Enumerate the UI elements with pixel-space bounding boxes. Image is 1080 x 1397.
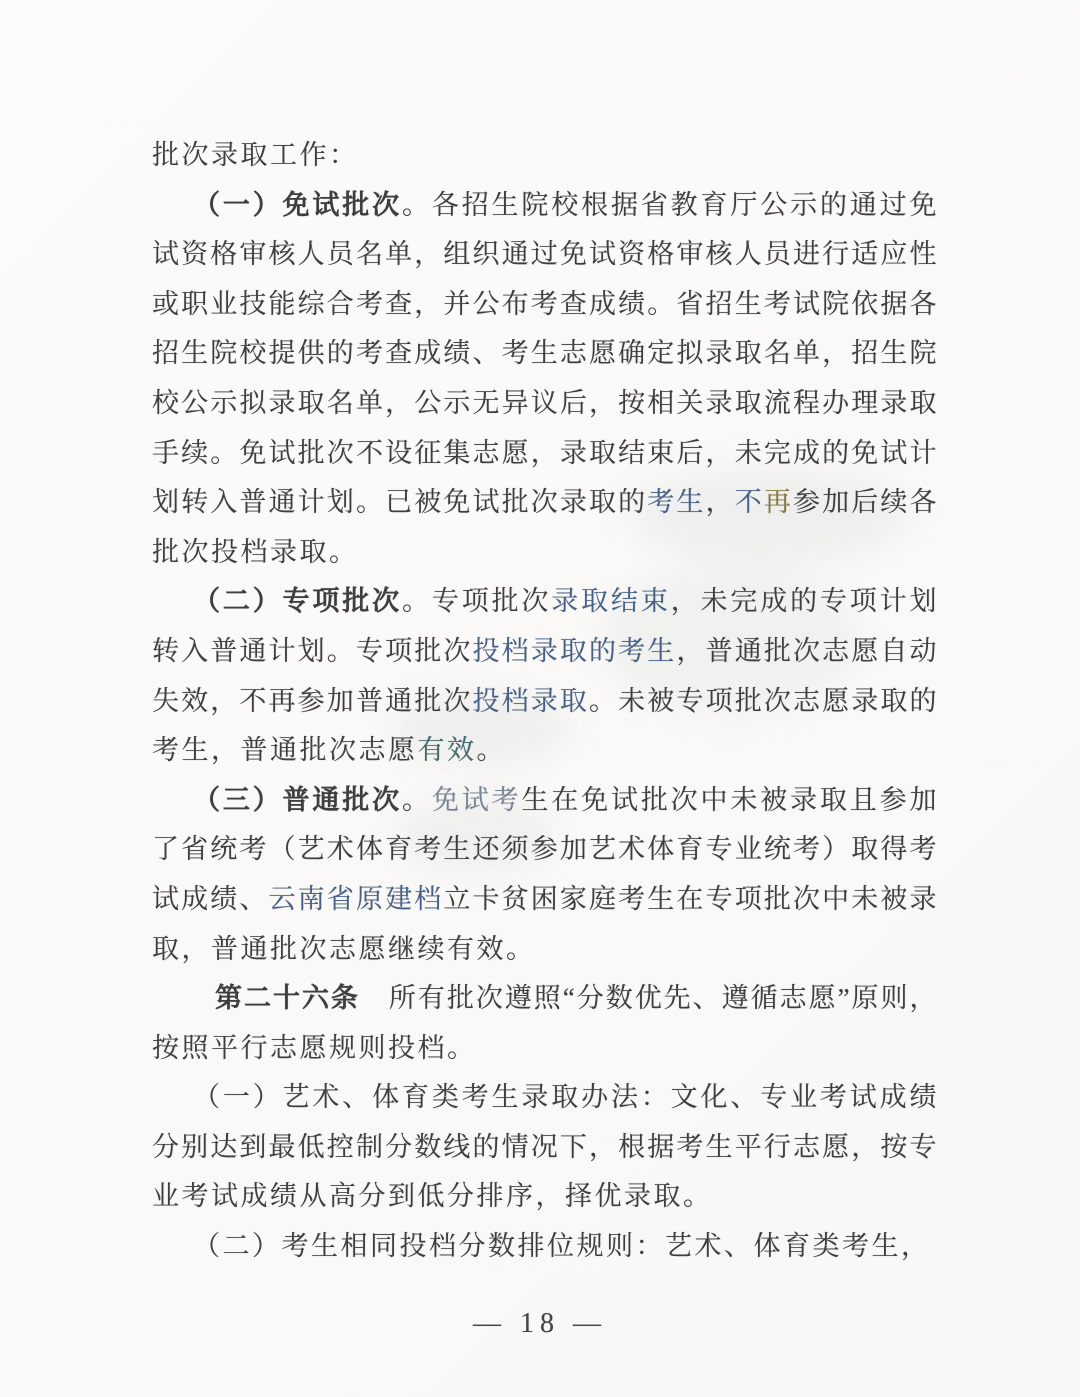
text-line <box>152 429 937 479</box>
text-line <box>152 1024 937 1074</box>
text-run: 再 <box>763 487 793 518</box>
text-run: ， <box>705 487 735 518</box>
text-line <box>152 280 937 330</box>
text-run: 分别达到最低控制分数线的情况下，根据考生平行志愿，按专 <box>152 1131 937 1162</box>
text-line <box>152 1172 937 1222</box>
text-line <box>152 577 937 627</box>
text-run: 失效，不再参加普通批次 <box>152 685 473 716</box>
text-run: 投档录取的考生 <box>472 635 677 666</box>
page-footer <box>0 1308 1080 1340</box>
text-line <box>152 528 937 578</box>
text-line <box>152 825 937 875</box>
document-body <box>152 131 937 1272</box>
text-line <box>152 478 937 528</box>
page-number: — 18 — <box>473 1308 607 1339</box>
text-run: 。 <box>476 735 506 766</box>
text-line <box>152 726 937 776</box>
text-run: 了省统考（艺术体育考生还须参加艺术体育专业统考）取得考 <box>152 834 937 865</box>
text-line <box>152 925 937 975</box>
text-run: （一）免试批次 <box>193 189 402 220</box>
text-run: 考生，普通批次志愿 <box>152 735 418 766</box>
text-line <box>152 329 937 379</box>
text-line <box>152 1073 937 1123</box>
text-run: （一）艺术、体育类考生录取办法：文化、专业考试成绩 <box>193 1082 937 1113</box>
text-run: 试成绩、 <box>152 883 269 914</box>
text-line <box>152 627 937 677</box>
text-run: 投档录取 <box>472 685 590 716</box>
text-run: 批次录取工作： <box>152 140 359 170</box>
text-run: （三）普通批次 <box>193 784 402 815</box>
text-run: 业考试成绩从高分到低分排序，择优录取。 <box>152 1181 713 1212</box>
text-run: 立卡贫困家庭考生在专项批次中未被录 <box>443 883 938 914</box>
text-run: 免试考 <box>431 784 522 815</box>
text-line <box>152 181 937 231</box>
text-line <box>152 776 937 826</box>
text-run: 有效 <box>417 735 477 766</box>
text-line <box>152 131 937 181</box>
text-run: 校公示拟录取名单，公示无异议后，按相关录取流程办理录取 <box>152 387 937 418</box>
text-run: ，未完成的专项计划 <box>670 586 938 617</box>
text-line <box>152 974 937 1024</box>
text-run: 。未被专项批次志愿录取的 <box>589 685 938 716</box>
text-run: 录取结束 <box>551 586 671 617</box>
text-run: 不 <box>734 487 764 518</box>
text-line <box>152 230 937 280</box>
text-line <box>152 875 937 925</box>
text-run: 或职业技能综合考查，并公布考查成绩。省招生考试院依据各 <box>152 288 937 319</box>
text-run: ，普通批次志愿自动 <box>676 635 938 666</box>
text-run: 转入普通计划。专项批次 <box>152 635 473 666</box>
text-run: 。 <box>401 784 432 815</box>
text-run: 按照平行志愿规则投档。 <box>152 1032 477 1063</box>
text-run: 批次投档录取。 <box>152 536 359 567</box>
text-run: 。专项批次 <box>401 586 552 617</box>
text-run: 考生 <box>647 487 706 518</box>
text-run: 参加后续各 <box>793 487 938 518</box>
text-run: 手续。免试批次不设征集志愿，录取结束后，未完成的免试计 <box>152 437 937 468</box>
text-run: 招生院校提供的考查成绩、考生志愿确定拟录取名单，招生院 <box>152 338 937 369</box>
text-run: 。各招生院校根据省教育厅公示的通过免 <box>401 189 938 220</box>
text-run: 划转入普通计划。已被免试批次录取的 <box>152 487 648 518</box>
text-run: 生在免试批次中未被录取且参加 <box>521 784 938 815</box>
text-run: 第二十六条 <box>215 983 360 1014</box>
text-run: （二）考生相同投档分数排位规则：艺术、体育类考生， <box>193 1231 931 1262</box>
text-run: （二）专项批次 <box>193 586 402 617</box>
text-run: 取，普通批次志愿继续有效。 <box>152 933 536 964</box>
text-run: 云南省原建档 <box>268 883 444 914</box>
text-run: 所有批次遵照“分数优先、遵循志愿”原则， <box>359 983 937 1014</box>
text-line <box>152 1123 937 1173</box>
text-run: 试资格审核人员名单，组织通过免试资格审核人员进行适应性 <box>152 239 937 270</box>
text-line <box>152 1222 937 1272</box>
text-line <box>152 379 937 429</box>
text-line <box>152 677 937 727</box>
